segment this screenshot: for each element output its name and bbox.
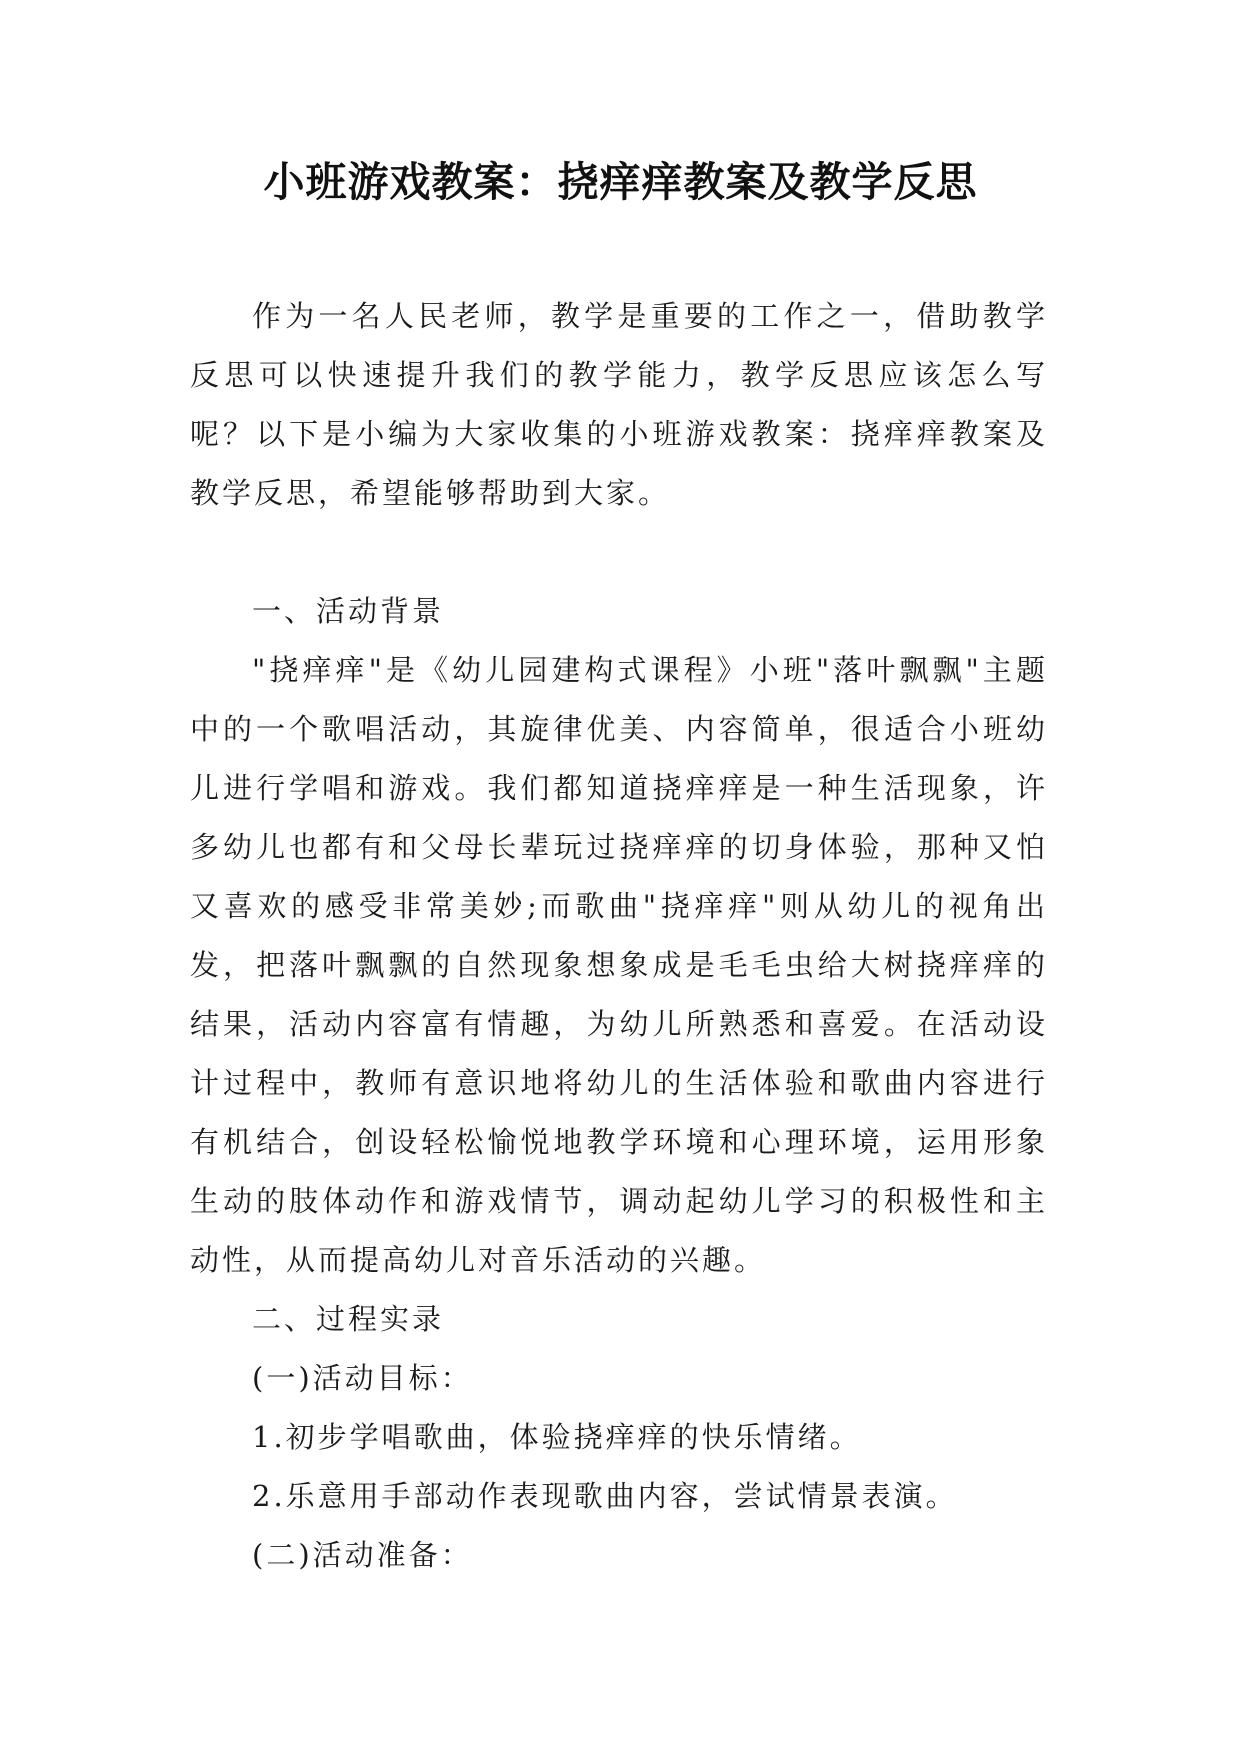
- section-heading-process: 二、过程实录: [252, 1302, 445, 1336]
- intro-paragraph: 作为一名人民老师，教学是重要的工作之一，借助教学反思可以快速提升我们的教学能力，教学反思应该怎么写呢？以下是小编为大家收集的小班游戏教案：挠痒痒教案及教学反思，希望能够帮助到大家。: [190, 299, 1048, 510]
- subsection-heading-preparation: (二)活动准备：: [252, 1538, 473, 1572]
- goal-item-1: 1.初步学唱歌曲，体验挠痒痒的快乐情绪。: [252, 1420, 862, 1454]
- document-title: 小班游戏教案：挠痒痒教案及教学反思: [263, 158, 978, 206]
- background-paragraph: "挠痒痒"是《幼儿园建构式课程》小班"落叶飘飘"主题中的一个歌唱活动，其旋律优美、内容简单，很适合小班幼儿进行学唱和游戏。我们都知道挠痒痒是一种生活现象，许多幼儿也都有和父母长辈玩过挠痒痒的切身体验，那种又怕又喜欢的感受非常美妙;而歌曲"挠痒痒"则从幼儿的视角出发，把落叶飘飘的自然现象想象成是毛毛虫给大树挠痒痒的结果，活动内容富有情趣，为幼儿所熟悉和喜爱。在活动设计过程中，教师有意识地将幼儿的生活体验和歌曲内容进行有机结合，创设轻松愉悦地教学环境和心理环境，运用形象生动的肢体动作和游戏情节，调动起幼儿学习的积极性和主动性，从而提高幼儿对音乐活动的兴趣。: [190, 653, 1048, 1277]
- goal-item-2: 2.乐意用手部动作表现歌曲内容，尝试情景表演。: [252, 1479, 958, 1513]
- section-heading-background: 一、活动背景: [252, 594, 445, 628]
- subsection-heading-goals: (一)活动目标：: [252, 1361, 473, 1395]
- document-body: [190, 287, 1048, 1585]
- paragraph-spacer: [190, 523, 1048, 582]
